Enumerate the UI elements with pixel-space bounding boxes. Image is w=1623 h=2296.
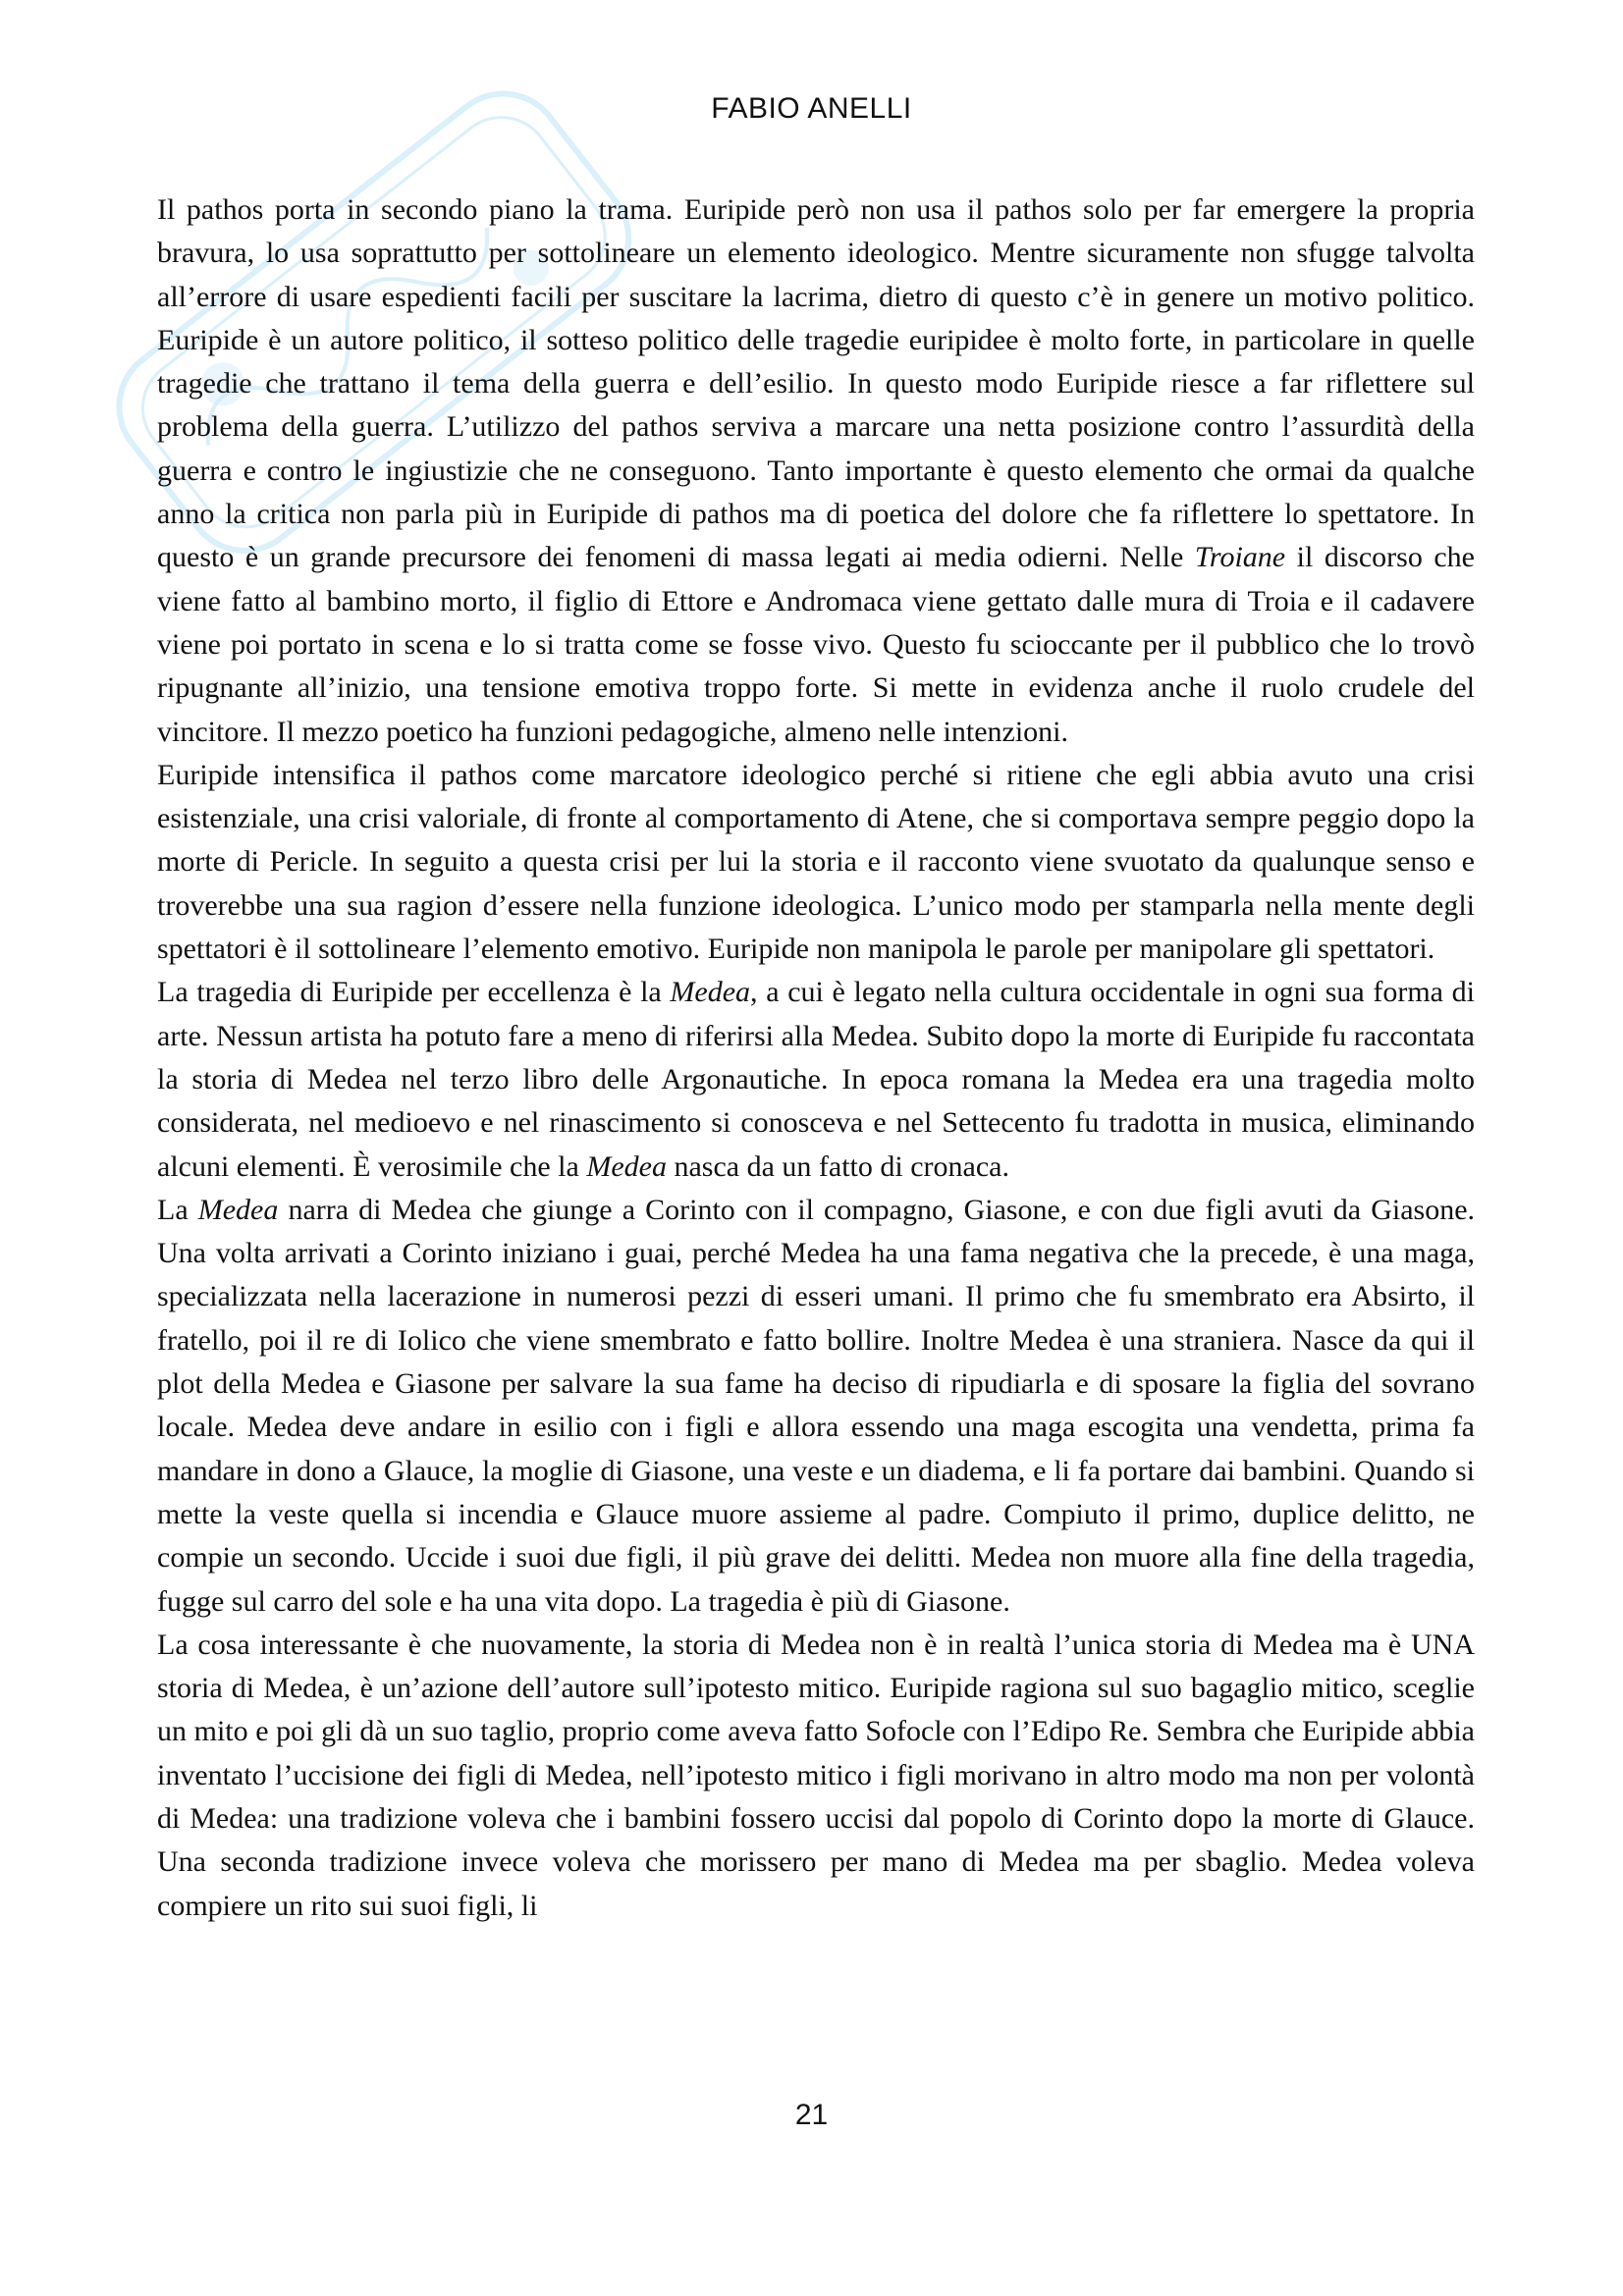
paragraph	[157, 1189, 1475, 1624]
paragraph	[157, 754, 1475, 971]
text-run: narra di Medea che giunge a Corinto con il compagno, Giasone, e con due figli avuti da Giasone. Una volta arrivati a Corinto iniziano i guai, perché Medea ha una fama negativa che la precede, è una maga, specializzata nella lacerazione in numerosi pezzi di esseri umani. Il primo che fu smembrato era Absirto, il fratello, poi il re di Iolico che viene smembrato e fatto bollire. Inoltre Medea è una straniera. Nasce da qui il plot della Medea e Giasone per salvare la sua fame ha deciso di ripudiarla e di sposare la figlia del sovrano locale. Medea deve andare in esilio con i figli e allora essendo una maga escogita una vendetta, prima fa mandare in dono a Glauce, la moglie di Giasone, una veste e un diadema, e li fa portare dai bambini. Quando si mette la veste quella si incendia e Glauce muore assieme al padre. Compiuto il primo, duplice delitto, ne compie un secondo. Uccide i suoi due figli, il più grave dei delitti. Medea non muore alla fine della tragedia, fugge sul carro del sole e ha una vita dopo. La tragedia è più di Giasone.	[157, 1193, 1476, 1618]
text-run: La	[157, 1193, 198, 1226]
text-run: il discorso che viene fatto al bambino morto, il figlio di Ettore e Andromaca viene gettato dalle mura di Troia e il cadavere viene poi portato in scena e lo si tratta come se fosse vivo. Questo fu scioccante per il pubblico che lo trovò ripugnante all’inizio, una tensione emotiva troppo forte. Si mette in evidenza anche il ruolo crudele del vincitore. Il mezzo poetico ha funzioni pedagogiche, almeno nelle intenzioni.	[157, 541, 1475, 748]
running-header: FABIO ANELLI	[711, 92, 912, 125]
text-run: La tragedia di Euripide per eccellenza è la	[157, 976, 671, 1009]
italic-title: Medea	[586, 1149, 667, 1183]
paragraph	[157, 188, 1475, 754]
body-text	[157, 188, 1475, 1928]
page-number: 21	[794, 2099, 829, 2131]
text-run: Il pathos porta in secondo piano la trama. Euripide però non usa il pathos solo per far emergere la propria bravura, lo usa soprattutto per sottolineare un elemento ideologico. Mentre sicuramente non sfugge talvolta all’errore di usare espedienti facili per suscitare la lacrima, dietro di questo c’è in genere un motivo politico. Euripide è un autore politico, il sotteso politico delle tragedie euripidee è molto forte, in particolare in quelle tragedie che trattano il tema della guerra e dell’esilio. In questo modo Euripide riesce a far riflettere sul problema della guerra. L’utilizzo del pathos serviva a marcare una netta posizione contro l’assurdità della guerra e contro le ingiustizie che ne conseguono. Tanto importante è questo elemento che ormai da qualche anno la critica non parla più in Euripide di pathos ma di poetica del dolore che fa riflettere lo spettatore. In questo è un grande precursore dei fenomeni di massa legati ai media odierni. Nelle	[157, 193, 1475, 574]
paragraph	[157, 971, 1475, 1188]
italic-title: Troiane	[1194, 541, 1286, 574]
text-run: nasca da un fatto di cronaca.	[666, 1149, 1009, 1183]
italic-title: Medea	[197, 1193, 279, 1226]
paragraph	[157, 1624, 1475, 1928]
text-run: , a cui è legato nella cultura occidentale in ogni sua forma di arte. Nessun artista ha potuto fare a meno di riferirsi alla Medea. Subito dopo la morte di Euripide fu raccontata la storia di Medea nel terzo libro delle Argonautiche. In epoca romana la Medea era una tragedia molto considerata, nel medioevo e nel rinascimento si conosceva e nel Settecento fu tradotta in musica, eliminando alcuni elementi. È verosimile che la	[157, 976, 1475, 1183]
text-run: Euripide intensifica il pathos come marcatore ideologico perché si ritiene che egli abbia avuto una crisi esistenziale, una crisi valoriale, di fronte al comportamento di Atene, che si comportava sempre peggio dopo la morte di Pericle. In seguito a questa crisi per lui la storia e il racconto viene svuotato da qualunque senso e troverebbe una sua ragion d’essere nella funzione ideologica. L’unico modo per stamparla nella mente degli spettatori è il sottolineare l’elemento emotivo. Euripide non manipola le parole per manipolare gli spettatori.	[157, 758, 1475, 966]
italic-title: Medea	[670, 976, 751, 1009]
text-run: La cosa interessante è che nuovamente, la storia di Medea non è in realtà l’unica storia di Medea ma è UNA storia di Medea, è un’azione dell’autore sull’ipotesto mitico. Euripide ragiona sul suo bagaglio mitico, sceglie un mito e poi gli dà un suo taglio, proprio come aveva fatto Sofocle con l’Edipo Re. Sembra che Euripide abbia inventato l’uccisione dei figli di Medea, nell’ipotesto mitico i figli morivano in altro modo ma non per volontà di Medea: una tradizione voleva che i bambini fossero uccisi dal popolo di Corinto dopo la morte di Glauce. Una seconda tradizione invece voleva che morissero per mano di Medea ma per sbaglio. Medea voleva compiere un rito sui suoi figli, li	[157, 1628, 1475, 1922]
